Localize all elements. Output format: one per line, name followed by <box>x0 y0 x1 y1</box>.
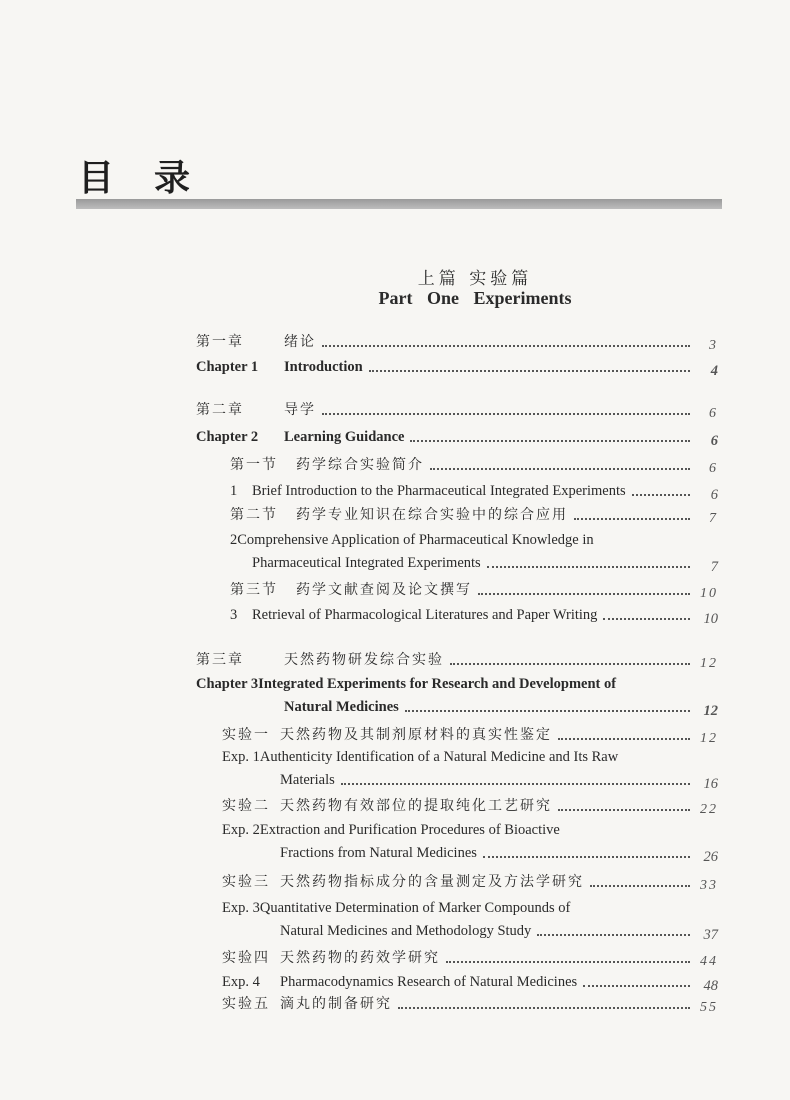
toc-entry-number: 1 <box>230 483 238 499</box>
dot-leader <box>405 710 690 712</box>
toc-page-number: 12 <box>700 731 718 746</box>
toc-page-number: 33 <box>700 878 718 893</box>
toc-entry[interactable] <box>196 650 718 670</box>
toc-entry-title: Brief Introduction to the Pharmaceutical Integrated Experiments <box>252 483 626 499</box>
dot-leader <box>322 413 690 415</box>
dot-leader <box>478 593 690 595</box>
toc-page-number: 10 <box>700 586 718 601</box>
dot-leader <box>590 885 690 887</box>
toc-page-number: 3 <box>709 338 718 353</box>
dot-leader <box>446 961 690 963</box>
toc-page-number: 22 <box>700 802 718 817</box>
toc-entry-title: 天然药物及其制剂原材料的真实性鉴定 <box>280 727 552 743</box>
toc-entry-title: Quantitative Determination of Marker Compounds of <box>259 900 571 916</box>
dot-leader <box>558 738 690 740</box>
toc-entry-title: Introduction <box>284 359 363 375</box>
toc-entry-number: 第三节 <box>230 582 278 598</box>
toc-entry-title: Integrated Experiments for Research and Development of <box>258 676 617 692</box>
toc-page-number: 10 <box>703 611 718 627</box>
toc-entry-number: 实验二 <box>222 798 270 814</box>
toc-entry-title-cont: Pharmaceutical Integrated Experiments <box>252 555 481 571</box>
dot-leader <box>369 370 690 372</box>
toc-entry[interactable] <box>222 948 718 968</box>
toc-entry-title: Learning Guidance <box>284 429 405 445</box>
dot-leader <box>450 663 690 665</box>
toc-page-number: 12 <box>703 703 718 719</box>
toc-entry[interactable] <box>230 505 718 525</box>
toc-entry-title: 药学专业知识在综合实验中的综合应用 <box>296 507 568 523</box>
toc-entry[interactable] <box>222 796 718 816</box>
toc-entry[interactable] <box>196 427 718 447</box>
part-title-cn: 上篇 实验篇 <box>417 269 533 289</box>
toc-entry-number: Exp. 3 <box>222 900 260 916</box>
toc-entry-title: Authenticity Identification of a Natural Medicine and Its Raw <box>259 749 619 765</box>
toc-entry-number: Exp. 1 <box>222 749 260 765</box>
toc-entry-title: Retrieval of Pharmacological Literatures and Paper Writing <box>252 607 598 623</box>
dot-leader <box>603 618 690 620</box>
toc-entry-title: 天然药物有效部位的提取纯化工艺研究 <box>280 798 552 814</box>
toc-entry-line1 <box>222 820 560 840</box>
toc-entry[interactable] <box>280 843 718 863</box>
toc-page-number: 6 <box>709 406 718 421</box>
toc-entry[interactable] <box>230 605 718 625</box>
toc-entry-number: 2 <box>230 532 238 548</box>
toc-entry-title-cont: Natural Medicines <box>284 699 399 715</box>
toc-entry-title: 绪论 <box>284 334 316 350</box>
toc-entry-number: Chapter 3 <box>196 676 259 692</box>
dot-leader <box>430 468 690 470</box>
toc-entry-number: 第一章 <box>196 334 244 350</box>
toc-entry-number: Exp. 4 <box>222 974 260 990</box>
dot-leader <box>583 985 690 987</box>
toc-entry[interactable] <box>222 972 718 992</box>
dot-leader <box>487 566 690 568</box>
dot-leader <box>558 809 690 811</box>
toc-entry[interactable] <box>196 400 718 420</box>
toc-entry-title: 导学 <box>284 402 316 418</box>
toc-page-number: 6 <box>709 461 718 476</box>
dot-leader <box>322 345 690 347</box>
toc-entry-line1 <box>222 747 618 767</box>
toc-entry-title: Extraction and Purification Procedures of Bioactive <box>259 822 560 838</box>
heading-divider-bar <box>76 199 722 209</box>
toc-page-number: 55 <box>700 1000 718 1015</box>
toc-entry[interactable] <box>222 994 718 1014</box>
toc-entry-title-cont: Natural Medicines and Methodology Study <box>280 923 532 939</box>
toc-entry-number: 实验一 <box>222 727 270 743</box>
toc-page-number: 7 <box>709 511 718 526</box>
toc-entry-number: Chapter 1 <box>196 359 259 375</box>
dot-leader <box>398 1007 690 1009</box>
toc-heading: 目录 <box>78 158 231 199</box>
toc-entry-line1 <box>222 898 570 918</box>
toc-entry-number: Chapter 2 <box>196 429 259 445</box>
toc-entry-title: Comprehensive Application of Pharmaceutical Knowledge in <box>237 532 594 548</box>
toc-entry[interactable] <box>284 697 718 717</box>
toc-entry[interactable] <box>230 455 718 475</box>
toc-entry-title: 天然药物的药效学研究 <box>280 950 440 966</box>
toc-entry-title: 天然药物指标成分的含量测定及方法学研究 <box>280 874 584 890</box>
toc-entry-number: Exp. 2 <box>222 822 260 838</box>
toc-entry-number: 实验五 <box>222 996 270 1012</box>
toc-page-number: 44 <box>700 954 718 969</box>
toc-page-number: 48 <box>703 978 718 994</box>
toc-entry[interactable] <box>230 580 718 600</box>
toc-page-number: 26 <box>703 849 718 865</box>
toc-page-number: 6 <box>710 433 718 449</box>
toc-entry-title: 滴丸的制备研究 <box>280 996 392 1012</box>
toc-entry-number: 实验三 <box>222 874 270 890</box>
toc-entry-line1 <box>196 674 616 694</box>
toc-entry-title-cont: Materials <box>280 772 335 788</box>
toc-entry-number: 第一节 <box>230 457 278 473</box>
toc-page-number: 4 <box>710 363 718 379</box>
toc-entry-title: Pharmacodynamics Research of Natural Medicines <box>280 974 578 990</box>
dot-leader <box>483 856 690 858</box>
toc-entry-title: 药学综合实验简介 <box>296 457 424 473</box>
toc-entry[interactable] <box>280 770 718 790</box>
toc-entry-title-cont: Fractions from Natural Medicines <box>280 845 477 861</box>
dot-leader <box>410 440 690 442</box>
dot-leader <box>632 494 690 496</box>
toc-entry-number: 第二章 <box>196 402 244 418</box>
toc-page-number: 37 <box>703 927 718 943</box>
toc-entry[interactable] <box>280 921 718 941</box>
toc-entry-number: 实验四 <box>222 950 270 966</box>
part-title-en: Part One Experiments <box>378 288 572 308</box>
toc-entry[interactable] <box>252 553 718 573</box>
toc-entry-title: 天然药物研发综合实验 <box>284 652 444 668</box>
toc-entry-title: 药学文献查阅及论文撰写 <box>296 582 472 598</box>
toc-page-number: 7 <box>710 559 718 575</box>
toc-entry[interactable] <box>196 332 718 352</box>
toc-page-number: 6 <box>710 487 718 503</box>
toc-page-number: 16 <box>703 776 718 792</box>
dot-leader <box>574 518 690 520</box>
toc-entry[interactable] <box>230 481 718 501</box>
toc-entry-number: 3 <box>230 607 238 623</box>
toc-entry-number: 第三章 <box>196 652 244 668</box>
toc-entry-line1 <box>230 530 594 550</box>
toc-entry-number: 第二节 <box>230 507 278 523</box>
toc-entry[interactable] <box>222 725 718 745</box>
toc-page-number: 12 <box>700 656 718 671</box>
dot-leader <box>537 934 690 936</box>
toc-entry[interactable] <box>222 872 718 892</box>
dot-leader <box>341 783 690 785</box>
toc-entry[interactable] <box>196 357 718 377</box>
